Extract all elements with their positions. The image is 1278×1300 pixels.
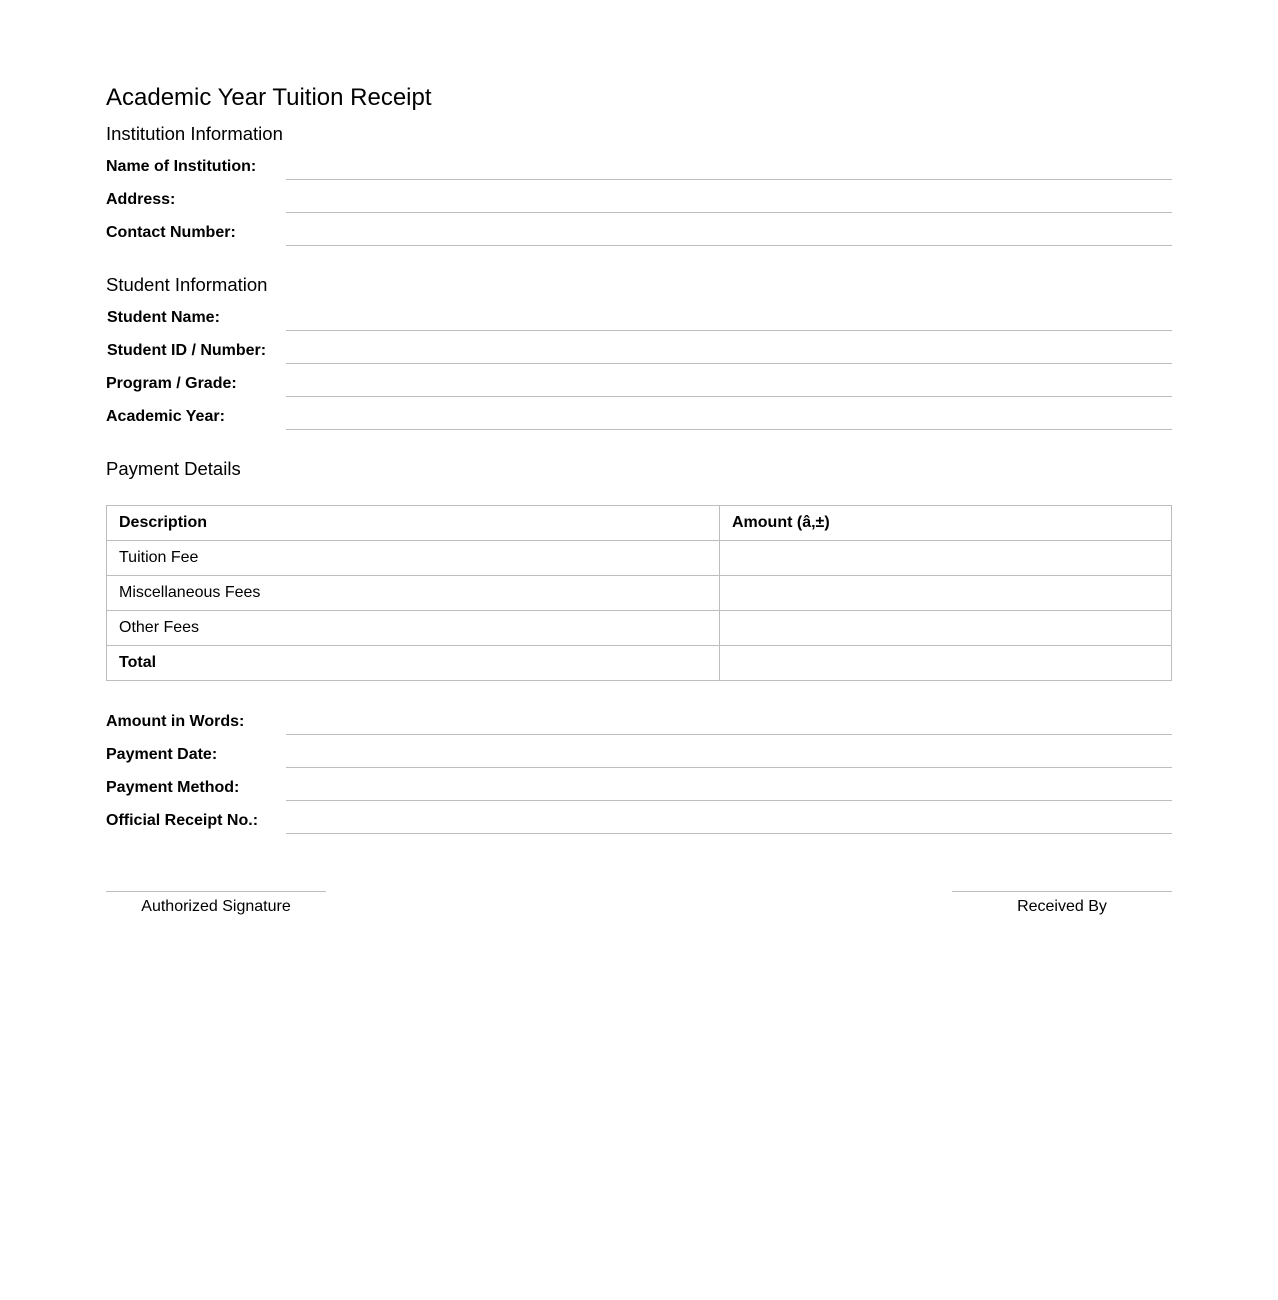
amount-cell[interactable] — [720, 541, 1172, 576]
field-payment-date — [106, 745, 1172, 778]
field-label: Program / Grade: — [106, 375, 237, 392]
payment-date-input-line[interactable] — [286, 767, 1172, 768]
student-heading: Student Information — [106, 274, 268, 295]
field-address — [106, 190, 1172, 223]
institution-name-input-line[interactable] — [286, 179, 1172, 180]
payment-table — [106, 505, 1172, 681]
total-label-cell: Total — [107, 646, 720, 681]
field-amount-in-words — [106, 712, 1172, 745]
table-row-total — [107, 646, 1172, 681]
field-contact-number — [106, 223, 1172, 256]
authorized-signature-line: Authorized Signature — [106, 891, 326, 917]
table-row — [107, 576, 1172, 611]
field-label: Official Receipt No.: — [106, 812, 259, 829]
table-header-row — [107, 506, 1172, 541]
amount-cell[interactable] — [720, 611, 1172, 646]
field-label: Academic Year: — [106, 408, 225, 425]
field-student-id — [106, 341, 1172, 374]
description-cell: Other Fees — [107, 611, 720, 646]
student-id-input-line[interactable] — [286, 363, 1172, 364]
institution-heading: Institution Information — [106, 123, 283, 144]
field-label: Contact Number: — [106, 224, 236, 241]
received-by-line: Received By — [952, 891, 1172, 917]
column-header-description: Description — [107, 506, 720, 541]
field-label: Name of Institution: — [106, 158, 257, 175]
field-label: Student ID / Number: — [107, 342, 267, 359]
contact-number-input-line[interactable] — [286, 245, 1172, 246]
table-row — [107, 611, 1172, 646]
address-input-line[interactable] — [286, 212, 1172, 213]
student-name-input-line[interactable] — [286, 330, 1172, 331]
field-program-grade — [106, 374, 1172, 407]
field-label: Student Name: — [107, 309, 220, 326]
program-grade-input-line[interactable] — [286, 396, 1172, 397]
field-official-receipt-no — [106, 811, 1172, 844]
column-header-amount: Amount (â‚±) — [720, 506, 1172, 541]
field-label: Address: — [106, 191, 176, 208]
page-title: Academic Year Tuition Receipt — [106, 84, 432, 111]
description-cell: Tuition Fee — [107, 541, 720, 576]
payment-heading: Payment Details — [106, 458, 241, 479]
amount-cell[interactable] — [720, 576, 1172, 611]
payment-method-input-line[interactable] — [286, 800, 1172, 801]
field-student-name — [106, 308, 1172, 341]
total-amount-cell[interactable] — [720, 646, 1172, 681]
field-label: Amount in Words: — [106, 713, 245, 730]
field-label: Payment Method: — [106, 779, 240, 796]
field-academic-year — [106, 407, 1172, 440]
table-row — [107, 541, 1172, 576]
field-label: Payment Date: — [106, 746, 218, 763]
field-payment-method — [106, 778, 1172, 811]
official-receipt-no-input-line[interactable] — [286, 833, 1172, 834]
academic-year-input-line[interactable] — [286, 429, 1172, 430]
amount-in-words-input-line[interactable] — [286, 734, 1172, 735]
description-cell: Miscellaneous Fees — [107, 576, 720, 611]
field-institution-name — [106, 157, 1172, 190]
